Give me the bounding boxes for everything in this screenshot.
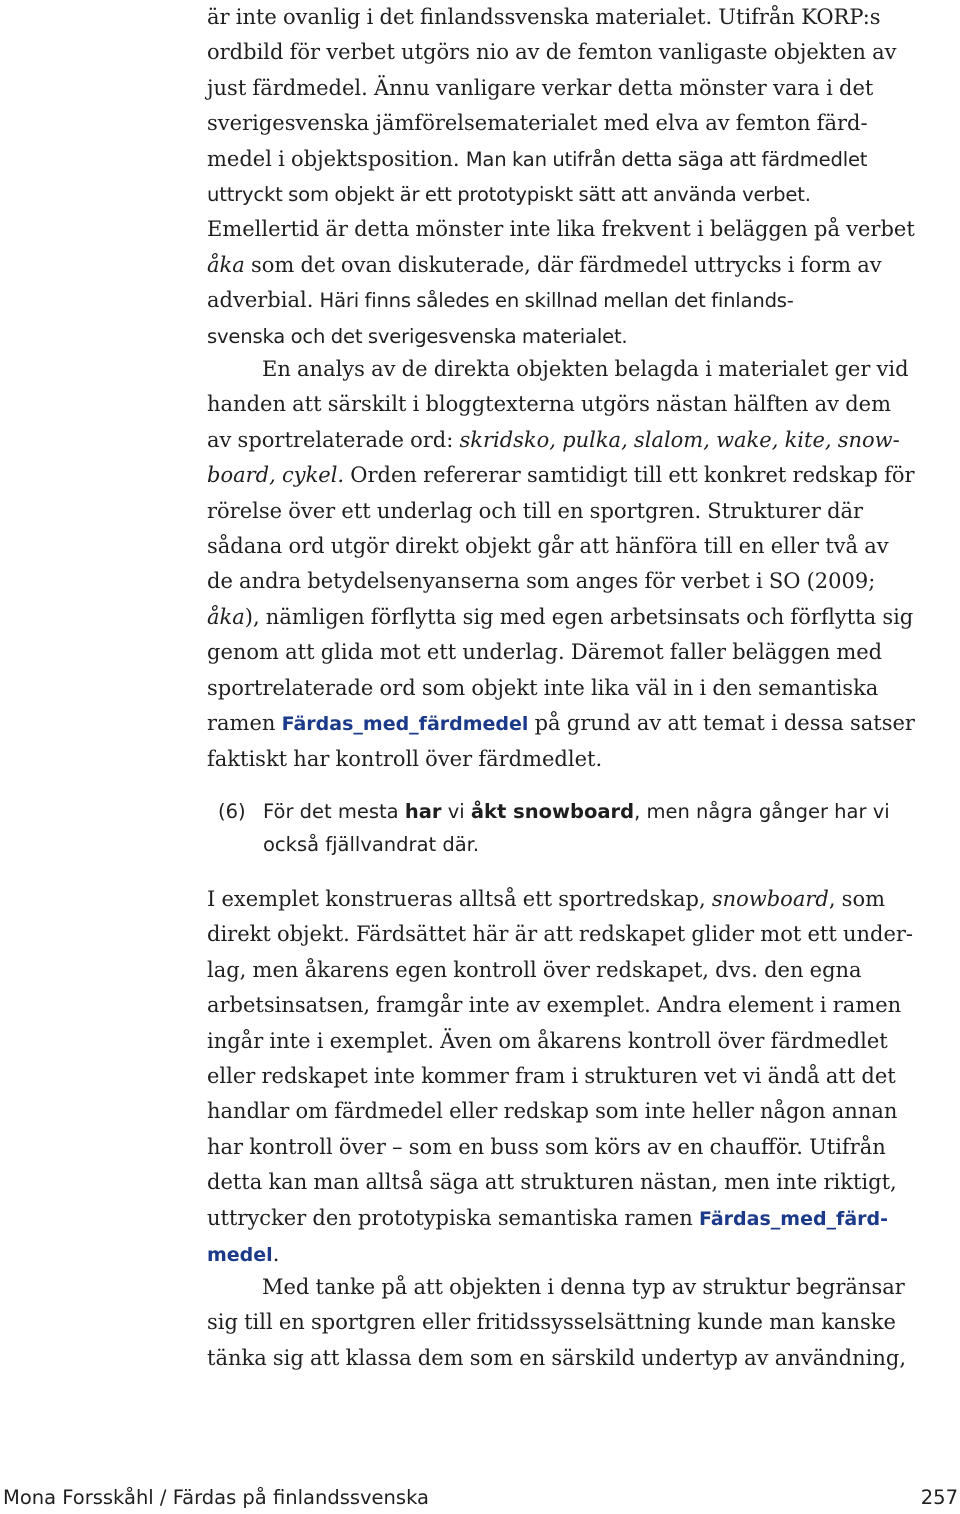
sans-text-run: Häri finns således en skillnad mellan det finlands-: [319, 289, 794, 313]
text-line: En analys av de direkta objekten belagda i materialet ger vid: [262, 357, 909, 381]
text-line: [207, 1201, 955, 1237]
bold-term: åkt snowboard: [470, 800, 635, 823]
text-line: handlar om färdmedel eller redskap som inte heller någon annan: [207, 1099, 898, 1124]
frame-name: Färdas_med_färd-: [698, 1207, 889, 1230]
sans-text-line: uttryckt som objekt är ett prototypiskt sätt att använda verbet.: [207, 183, 811, 207]
example-line: också fjällvandrat där.: [263, 833, 480, 856]
example-number: (6): [218, 800, 246, 823]
example-text: [263, 795, 890, 861]
paragraph-1: [207, 0, 955, 354]
text-run: som det ovan diskuterade, där färdmedel uttrycks i form av: [244, 252, 882, 277]
text-run: uttrycker den prototypiska semantiska ramen: [207, 1205, 699, 1230]
text-line: [207, 706, 955, 742]
text-line: direkt objekt. Färdsättet här är att redskapet glider mot ett under-: [207, 922, 914, 947]
text-line: är inte ovanlig i det finlandssvenska materialet. Utifrån KORP:s: [207, 5, 881, 29]
page-number: 257: [920, 1486, 958, 1509]
text-line: eller redskapet inte kommer fram i strukturen vet vi ändå att det: [207, 1064, 896, 1089]
text-line: [207, 1237, 955, 1273]
text-run: vi: [441, 800, 471, 823]
italic-term: åka: [207, 604, 245, 629]
text-line: [207, 423, 955, 458]
text-line: sverigesvenska jämförelsematerialet med elva av femton färd-: [207, 111, 868, 136]
text-run: I exemplet konstrueras alltså ett sportredskap,: [207, 887, 712, 911]
text-run: av sportrelaterade ord:: [207, 427, 460, 452]
text-run: , som: [828, 887, 886, 911]
text-line: faktiskt har kontroll över färdmedlet.: [207, 747, 603, 772]
frame-name: medel: [207, 1244, 273, 1267]
text-run: För det mesta: [263, 800, 405, 823]
text-line: ingår inte i exemplet. Även om åkarens kontroll över färdmedlet: [207, 1028, 888, 1053]
text-line: genom att glida mot ett underlag. Däremot faller beläggen med: [207, 640, 883, 665]
bold-term: har: [404, 800, 442, 823]
text-line: just färdmedel. Ännu vanligare verkar detta mönster vara i det: [207, 75, 874, 100]
text-run: adverbial.: [207, 288, 320, 313]
text-line: har kontroll över – som en buss som körs av en chaufför. Utifrån: [207, 1134, 886, 1159]
text-line: [207, 283, 955, 318]
italic-term: snowboard: [711, 887, 829, 911]
text-line: Emellertid är detta mönster inte lika frekvent i beläggen på verbet: [207, 217, 915, 242]
text-line: [207, 600, 955, 635]
text-line: detta kan man alltså säga att strukturen nästan, men inte riktigt,: [207, 1170, 897, 1195]
text-run: på grund av att temat i dessa satser: [528, 711, 915, 736]
text-line: Med tanke på att objekten i denna typ av struktur begränsar: [262, 1275, 905, 1299]
example-line: [263, 795, 890, 828]
italic-term: skridsko, pulka, slalom, wake, kite, snow-: [459, 427, 900, 452]
text-line: [207, 248, 955, 283]
sans-text-run: Man kan utifrån detta säga att färdmedlet: [465, 147, 868, 171]
text-line: sig till en sportgren eller fritidssysselsättning kunde man kanske: [207, 1310, 896, 1335]
italic-term: board, cykel.: [207, 463, 345, 488]
text-line: [207, 142, 955, 177]
running-head: Mona Forsskåhl / Färdas på finlandssvenska: [3, 1486, 429, 1509]
text-line: rörelse över ett underlag och till en sportgren. Strukturer där: [207, 498, 864, 523]
text-run: medel i objektsposition.: [207, 146, 466, 171]
text-line: arbetsinsatsen, framgår inte av exemplet. Andra element i ramen: [207, 993, 902, 1018]
text-run: ), nämligen förflytta sig med egen arbetsinsats och förflytta sig: [244, 604, 914, 629]
frame-name: Färdas_med_färdmedel: [281, 713, 529, 736]
text-line: de andra betydelsenyanserna som anges för verbet i SO (2009;: [207, 569, 876, 594]
italic-term: åka: [207, 252, 245, 277]
paragraph-2: [207, 352, 955, 778]
text-run: ramen: [207, 711, 282, 736]
text-line: [207, 882, 955, 917]
text-line: sportrelaterade ord som objekt inte lika väl in i den semantiska: [207, 675, 879, 700]
sans-text-line: svenska och det sverigesvenska materialet.: [207, 324, 628, 348]
text-line: sådana ord utgör direkt objekt går att hänföra till en eller två av: [207, 534, 889, 559]
text-line: lag, men åkarens egen kontroll över redskapet, dvs. den egna: [207, 957, 862, 982]
text-line: ordbild för verbet utgörs nio av de femton vanligaste objekten av: [207, 40, 897, 65]
paragraph-3: [207, 882, 955, 1273]
text-run: .: [272, 1242, 280, 1267]
paragraph-4: [207, 1270, 955, 1376]
text-line: handen att särskilt i bloggtexterna utgörs nästan hälften av dem: [207, 392, 891, 417]
text-run: , men några gånger har vi: [634, 800, 890, 823]
text-run: Orden refererar samtidigt till ett konkret redskap för: [344, 463, 915, 488]
text-line: tänka sig att klassa dem som en särskild undertyp av användning,: [207, 1345, 907, 1370]
text-line: [207, 458, 955, 493]
